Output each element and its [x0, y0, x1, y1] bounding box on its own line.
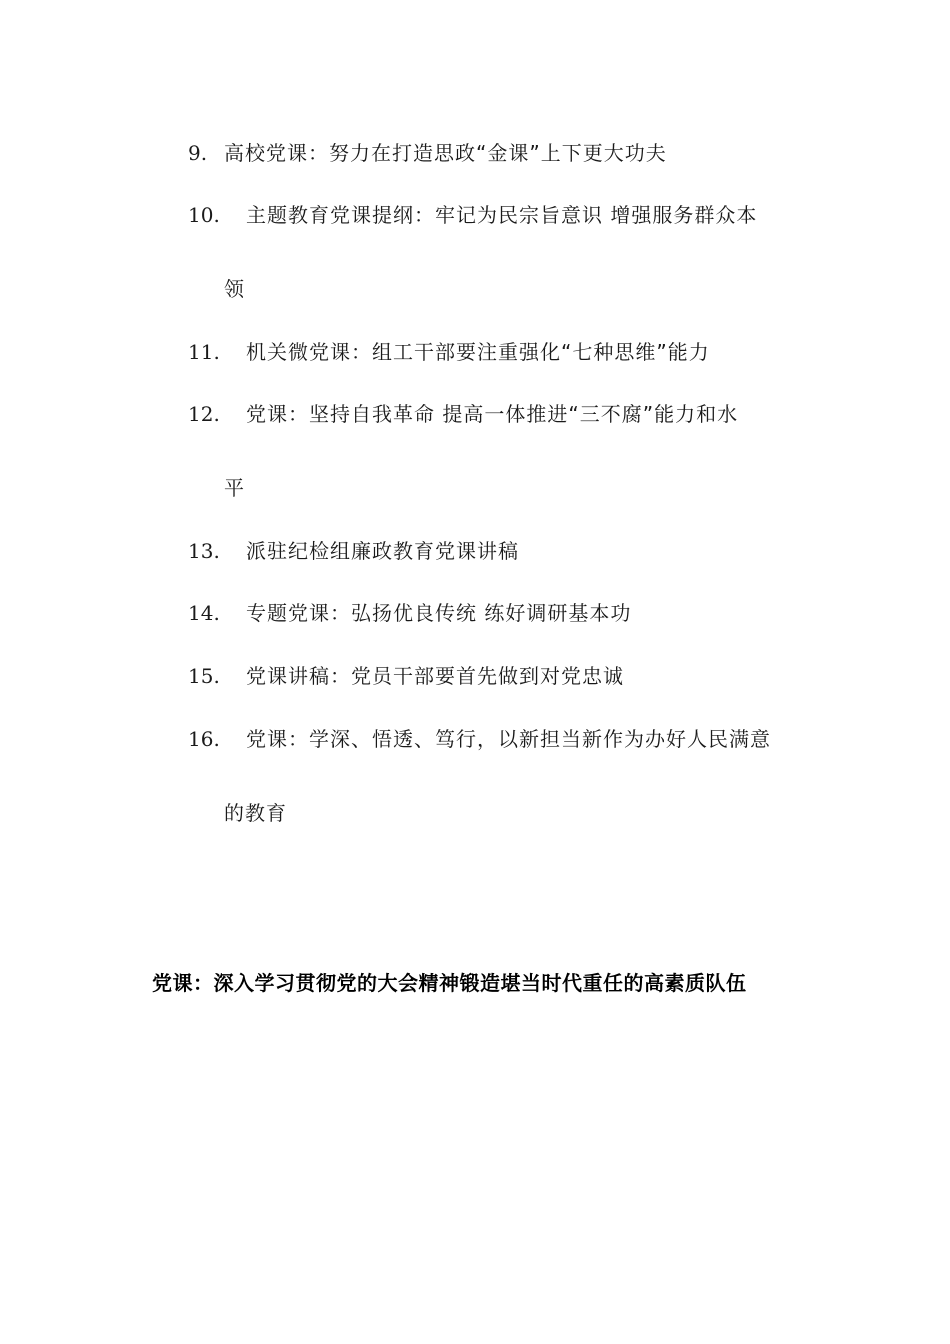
toc-item-number: 14. [188, 601, 220, 625]
toc-item-text: 党课：学深、悟透、笃行，以新担当新作为办好人民满意 [246, 727, 771, 751]
toc-item-text: 派驻纪检组廉政教育党课讲稿 [246, 539, 519, 563]
toc-item-text: 高校党课：努力在打造思政“金课”上下更大功夫 [224, 141, 667, 165]
toc-item-number: 10. [188, 203, 220, 227]
toc-item-number: 13. [188, 539, 220, 563]
toc-item-text-continued: 平 [224, 476, 245, 500]
toc-item-text: 机关微党课：组工干部要注重强化“七种思维”能力 [246, 340, 710, 364]
section-title: 党课：深入学习贯彻党的大会精神锻造堪当时代重任的高素质队伍 [152, 971, 747, 995]
toc-item-number: 11. [188, 340, 220, 364]
toc-item-number: 16. [188, 727, 220, 751]
toc-item-text-continued: 领 [224, 277, 245, 301]
toc-item-number: 15. [188, 664, 220, 688]
toc-item-number: 12. [188, 402, 220, 426]
toc-item-text: 党课讲稿：党员干部要首先做到对党忠诚 [246, 664, 624, 688]
toc-item-number: 9. [188, 141, 208, 165]
toc-item-text-continued: 的教育 [224, 801, 287, 825]
toc-item-text: 党课：坚持自我革命 提高一体推进“三不腐”能力和水 [246, 402, 739, 426]
toc-item-text: 专题党课：弘扬优良传统 练好调研基本功 [246, 601, 632, 625]
toc-item-text: 主题教育党课提纲：牢记为民宗旨意识 增强服务群众本 [246, 203, 758, 227]
